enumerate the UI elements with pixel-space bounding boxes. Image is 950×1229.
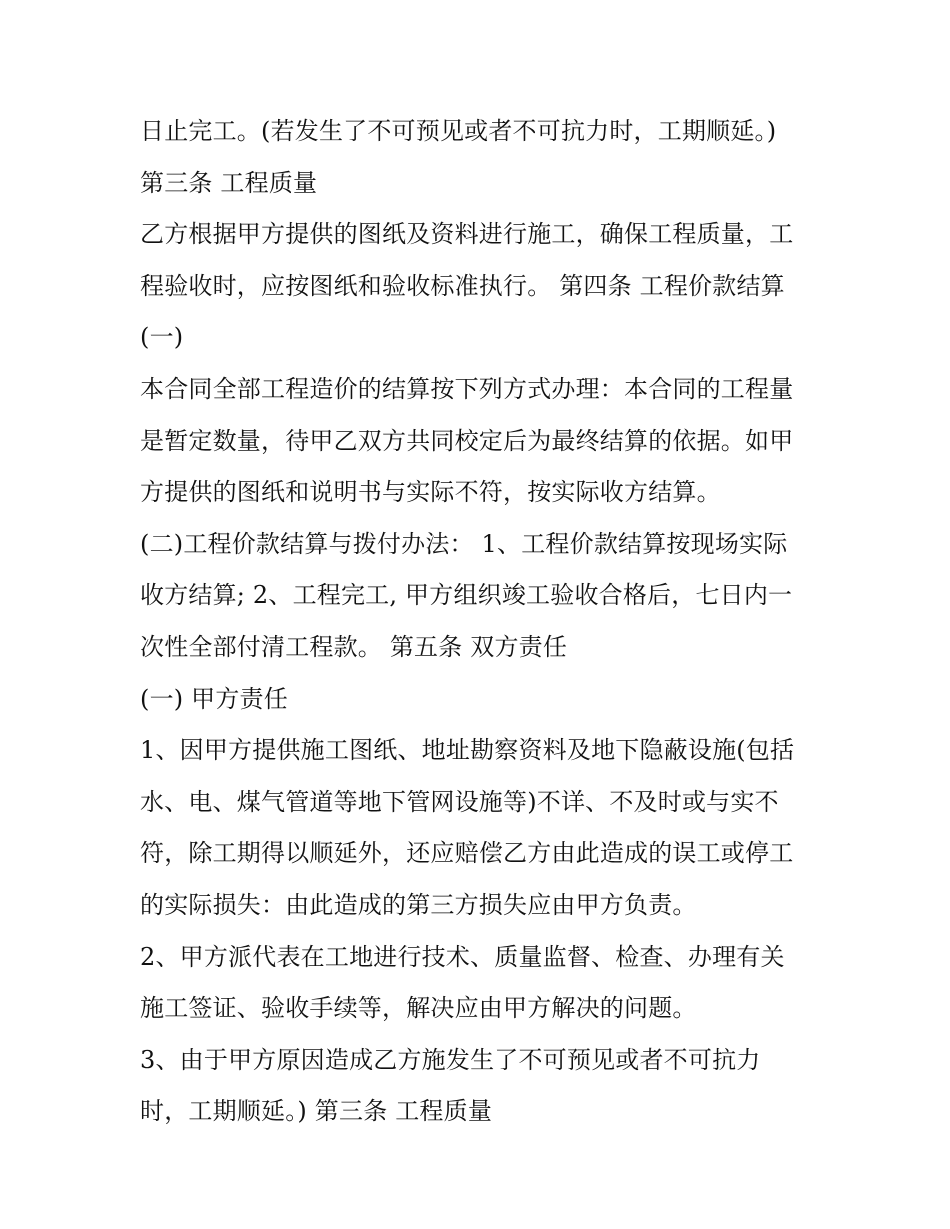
text-line: 乙方根据甲方提供的图纸及资料进行施工，确保工程质量，工: [140, 220, 794, 249]
text-line: (二)工程价款结算与拨付办法： 1、工程价款结算按现场实际: [140, 529, 788, 558]
text-line: 水、电、煤气管道等地下管网设施等)不详、不及时或与实不: [140, 787, 779, 816]
text-line: 收方结算; 2、工程完工, 甲方组织竣工验收合格后，七日内一: [140, 581, 793, 610]
text-line: 时，工期顺延。) 第三条 工程质量: [140, 1097, 493, 1126]
contract-text: [140, 106, 820, 1138]
text-line: 2、甲方派代表在工地进行技术、质量监督、检查、办理有关: [140, 942, 785, 971]
text-line: 施工签证、验收手续等，解决应由甲方解决的问题。: [140, 994, 697, 1023]
text-line: 符，除工期得以顺延外，还应赔偿乙方由此造成的误工或停工: [140, 839, 794, 868]
text-line: 本合同全部工程造价的结算按下列方式办理：本合同的工程量: [140, 374, 794, 403]
text-line: 的实际损失：由此造成的第三方损失应由甲方负责。: [140, 890, 697, 919]
text-line: 方提供的图纸和说明书与实际不符，按实际收方结算。: [140, 478, 721, 507]
text-line: 程验收时，应按图纸和验收标准执行。 第四条 工程价款结算: [140, 271, 785, 300]
section-heading: 第三条 工程质量: [140, 168, 318, 197]
text-line: (一): [140, 323, 184, 352]
text-line: 是暂定数量，待甲乙双方共同校定后为最终结算的依据。如甲: [140, 426, 794, 455]
subsection-heading: (一) 甲方责任: [140, 684, 288, 713]
text-line: 1、因甲方提供施工图纸、地址勘察资料及地下隐蔽设施(包括: [140, 736, 795, 765]
text-line: 3、由于甲方原因造成乙方施发生了不可预见或者不可抗力: [140, 1045, 761, 1074]
text-line: 次性全部付清工程款。 第五条 双方责任: [140, 632, 568, 661]
text-line: 日止完工。(若发生了不可预见或者不可抗力时，工期顺延。): [140, 117, 777, 145]
